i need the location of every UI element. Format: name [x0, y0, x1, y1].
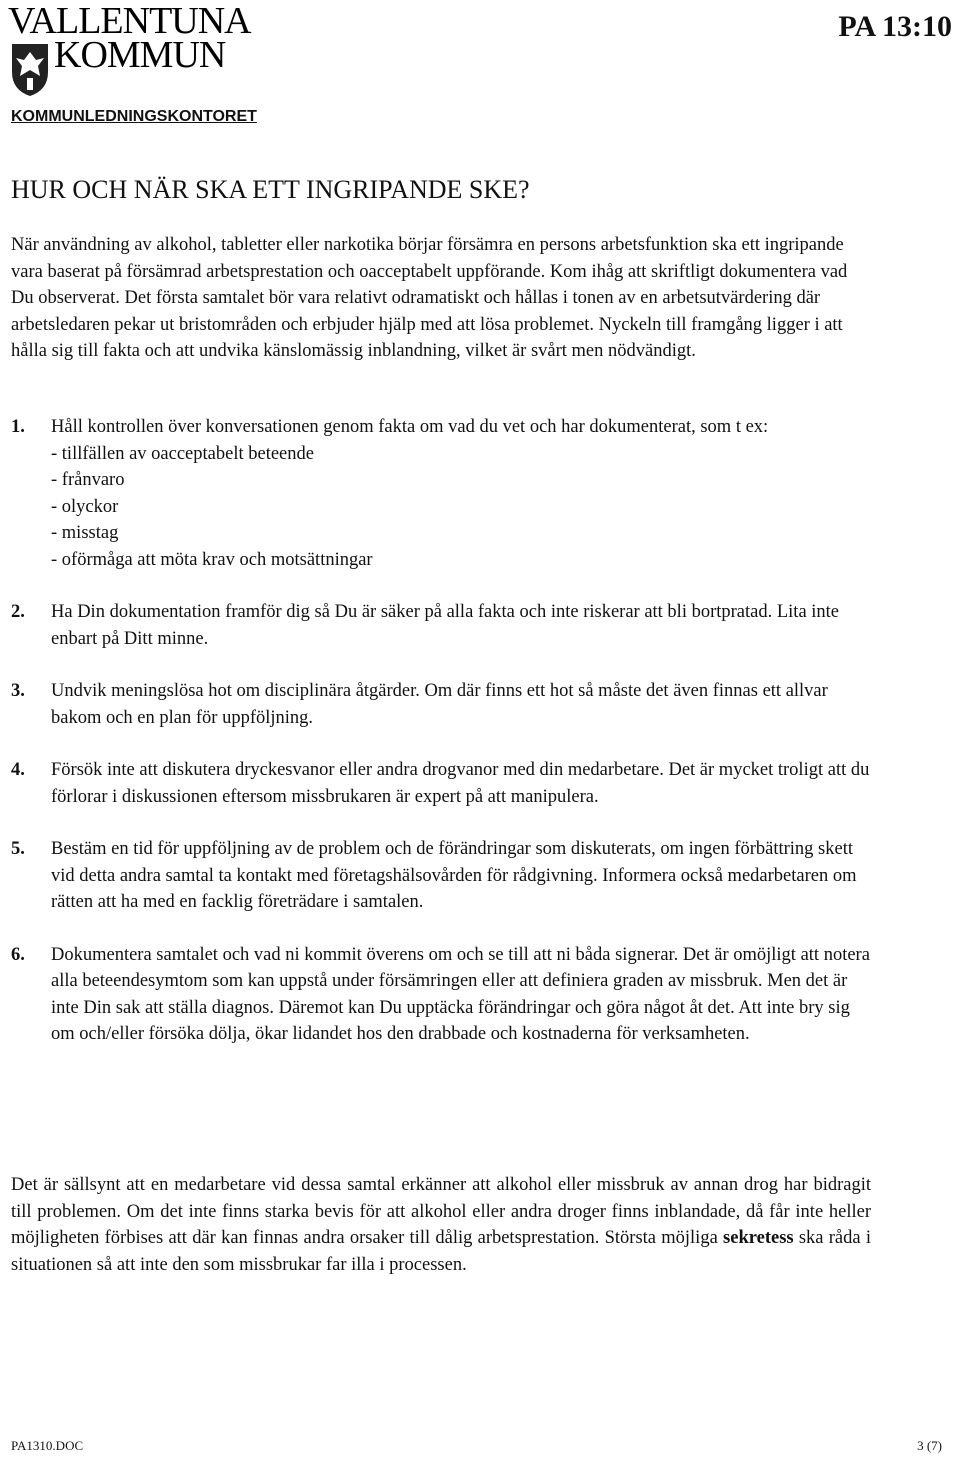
- item-text: Bestäm en tid för uppföljning av de problem och de förändringar som diskuterats, om ingen förbättring skett vid detta andra samtal ta kontakt med företagshälsovården för rådgivning. Informera också medarbetaren om rätten att ha med en facklig företrädare i samtalen.: [51, 839, 857, 912]
- sub-item: - tillfällen av oacceptabelt beteende: [51, 443, 314, 464]
- item-text: Håll kontrollen över konversationen genom fakta om vad du vet och har dokumenterat, som t ex:: [51, 417, 769, 437]
- footer-page-number: 3 (7): [917, 1438, 942, 1453]
- closing-text-end: ska råda i situationen så att inte den som missbrukar far illa i processen.: [11, 1228, 871, 1275]
- sub-item: - misstag: [51, 523, 119, 543]
- item-number: 3.: [11, 681, 25, 701]
- list-item: [11, 942, 871, 1048]
- closing-paragraph: [11, 1172, 871, 1278]
- municipality-logo: [8, 2, 270, 102]
- document-reference: PA 13:10: [838, 10, 952, 43]
- item-number: 2.: [11, 602, 25, 622]
- list-item: [11, 836, 871, 916]
- logo-text-line1: VALLENTUNA: [8, 0, 251, 42]
- list-item: [11, 599, 871, 652]
- item-number: 6.: [11, 944, 25, 965]
- item-number: 5.: [11, 839, 25, 859]
- list-item: [11, 757, 871, 810]
- numbered-list: [11, 414, 871, 1074]
- intro-paragraph: När användning av alkohol, tabletter eller narkotika börjar försämra en persons arbetsfunktion ska ett ingripande vara baserat på försämrad arbetsprestation och oacceptabelt uppförande. Kom ihåg att skriftligt dokumentera vad Du observerat. Det första samtalet bör vara relativt odramatiskt och hållas i tonen av en arbetsutvärdering där arbetsledaren pekar ut bristområden och erbjuder hjälp med att lösa problemet. Nyckeln till framgång ligger i att hålla sig till fakta och att undvika känslomässig inblandning, vilket är svårt men nödvändigt.: [11, 235, 848, 361]
- page-title: HUR OCH NÄR SKA ETT INGRIPANDE SKE?: [11, 175, 530, 204]
- item-text: Dokumentera samtalet och vad ni kommit överens om och se till att ni båda signerar. Det är omöjligt att notera alla beteendesymtom som kan uppstå under försämringen eller att definiera graden av missbruk. Men det är inte Din sak att ställa diagnos. Däremot kan Du upptäcka förändringar och göra något åt det. Att inte bry sig om och/eller försöka dölja, ökar lidandet hos den drabbade och kostnaderna för verksamheten.: [51, 944, 870, 1044]
- coat-of-arms-icon: [10, 42, 50, 98]
- sub-item: - oförmåga att möta krav och motsättningar: [51, 549, 373, 570]
- closing-emphasis: sekretess: [723, 1228, 794, 1248]
- sub-item: - olyckor: [51, 496, 119, 517]
- logo-text-line2: KOMMUN: [54, 34, 226, 76]
- list-item: [11, 414, 871, 573]
- closing-text-start: Det är sällsynt att en medarbetare vid dessa samtal erkänner att alkohol eller missbruk av annan drog har bidragit till problemen. Om det inte finns starka bevis för att alkohol eller andra droger finns inblandade, då får inte heller möjligheten förbises att där kan finnas andra orsaker till dålig arbetsprestation. Största möjliga: [11, 1175, 871, 1248]
- department-name: KOMMUNLEDNINGSKONTORET: [11, 108, 257, 125]
- item-number: 4.: [11, 760, 25, 780]
- item-number: 1.: [11, 417, 25, 437]
- item-text: Undvik meningslösa hot om disciplinära åtgärder. Om där finns ett hot så måste det även finnas ett allvar bakom och en plan för uppföljning.: [51, 681, 828, 728]
- list-item: [11, 678, 871, 731]
- sub-item: - frånvaro: [51, 470, 125, 490]
- item-text: Försök inte att diskutera dryckesvanor eller andra drogvanor med din medarbetare. Det är mycket troligt att du förlorar i diskussionen eftersom missbrukaren är expert på att manipulera.: [51, 760, 870, 807]
- item-text: Ha Din dokumentation framför dig så Du är säker på alla fakta och inte riskerar att bli bortpratad. Lita inte enbart på Ditt minne.: [51, 602, 840, 649]
- footer-filename: PA1310.DOC: [11, 1438, 84, 1453]
